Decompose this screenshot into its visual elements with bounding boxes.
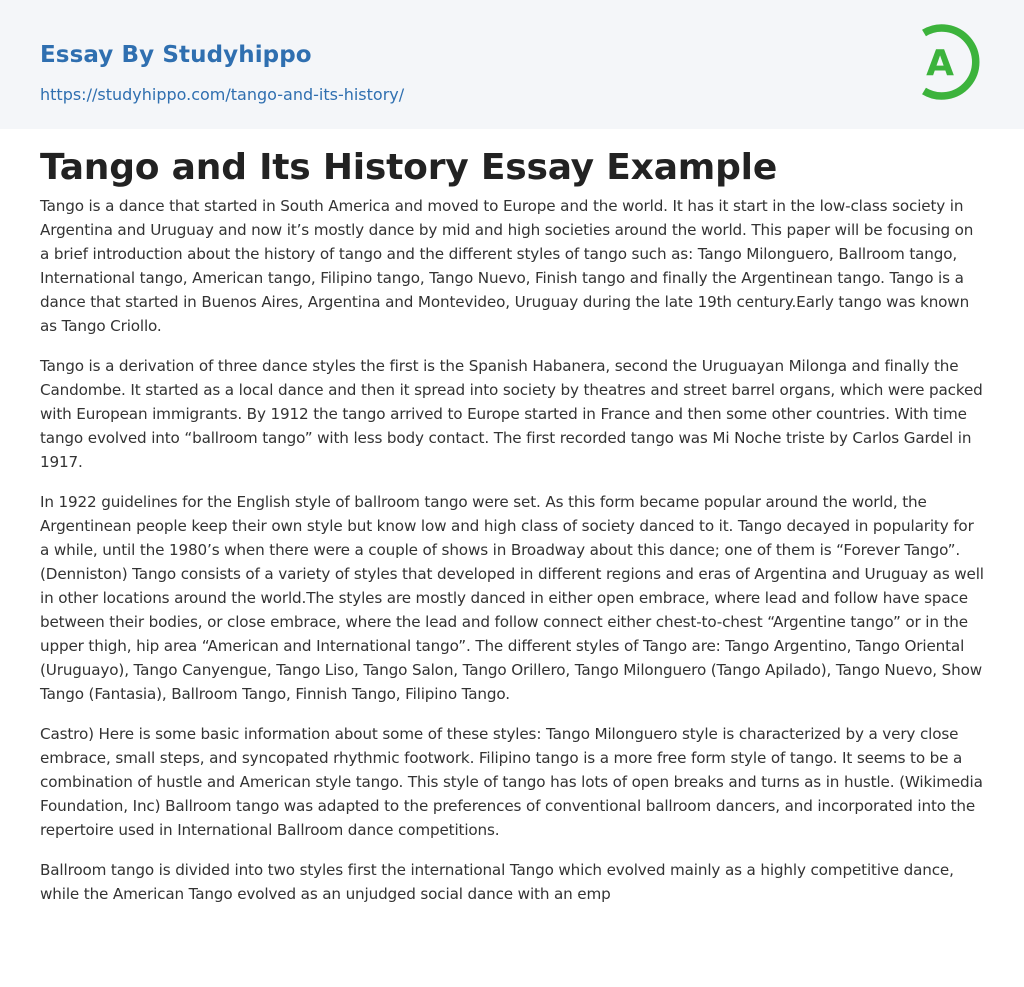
- article-paragraph: Tango is a derivation of three dance styles the first is the Spanish Habanera, second the Uruguayan Milonga and finally the Candombe. It started as a local dance and then it spread into society by theatres and street barrel organs, which were packed with European immigrants. By 1912 the tango arrived to Europe started in France and then some other countries. With time tango evolved into “ballroom tango” with less body contact. The first recorded tango was Mi Noche triste by Carlos Gardel in 1917.: [40, 357, 983, 471]
- article-title: Tango and Its History Essay Example: [40, 147, 778, 188]
- studyhippo-logo[interactable]: [912, 19, 986, 105]
- logo-letter: A: [926, 43, 954, 84]
- article-url-link[interactable]: https://studyhippo.com/tango-and-its-history/: [40, 85, 405, 104]
- article-body: [40, 194, 986, 922]
- article-paragraph: In 1922 guidelines for the English style of ballroom tango were set. As this form became popular around the world, the Argentinean people keep their own style but know low and high class of society danced to it. Tango decayed in popularity for a while, until the 1980’s when there were a couple of shows in Broadway about this dance; one of them is “Forever Tango”. (Denniston) Tango consists of a variety of styles that developed in different regions and eras of Argentina and Uruguay as well in other locations around the world.The styles are mostly danced in either open embrace, where lead and follow have space between their bodies, or close embrace, where the lead and follow connect either chest-to-chest “Argentine tango” or in the upper thigh, hip area “American and International tango”. The different styles of Tango are: Tango Argentino, Tango Oriental (Uruguayo), Tango Canyengue, Tango Liso, Tango Salon, Tango Orillero, Tango Milonguero (Tango Apilado), Tango Nuevo, Show Tango (Fantasia), Ballroom Tango, Finnish Tango, Filipino Tango.: [40, 493, 984, 703]
- article-paragraph: Tango is a dance that started in South America and moved to Europe and the world. It has it start in the low-class society in Argentina and Uruguay and now it’s mostly dance by mid and high societies around the world. This paper will be focusing on a brief introduction about the history of tango and the different styles of tango such as: Tango Milonguero, Ballroom tango, International tango, American tango, Filipino tango, Tango Nuevo, Finish tango and finally the Argentinean tango. Tango is a dance that started in Buenos Aires, Argentina and Montevideo, Uruguay during the late 19th century.Early tango was known as Tango Criollo.: [40, 197, 974, 335]
- article-paragraph: Ballroom tango is divided into two styles first the international Tango which evolved mainly as a highly competitive dance, while the American Tango evolved as an unjudged social dance with an emp: [40, 861, 954, 903]
- site-title[interactable]: Essay By Studyhippo: [40, 42, 312, 68]
- article-paragraph: Castro) Here is some basic information about some of these styles: Tango Milonguero style is characterized by a very close embrace, small steps, and syncopated rhythmic footwork. Filipino tango is a more free form style of tango. It seems to be a combination of hustle and American style tango. This style of tango has lots of open breaks and turns as in hustle. (Wikimedia Foundation, Inc) Ballroom tango was adapted to the preferences of conventional ballroom dancers, and incorporated into the repertoire used in International Ballroom dance competitions.: [40, 725, 983, 839]
